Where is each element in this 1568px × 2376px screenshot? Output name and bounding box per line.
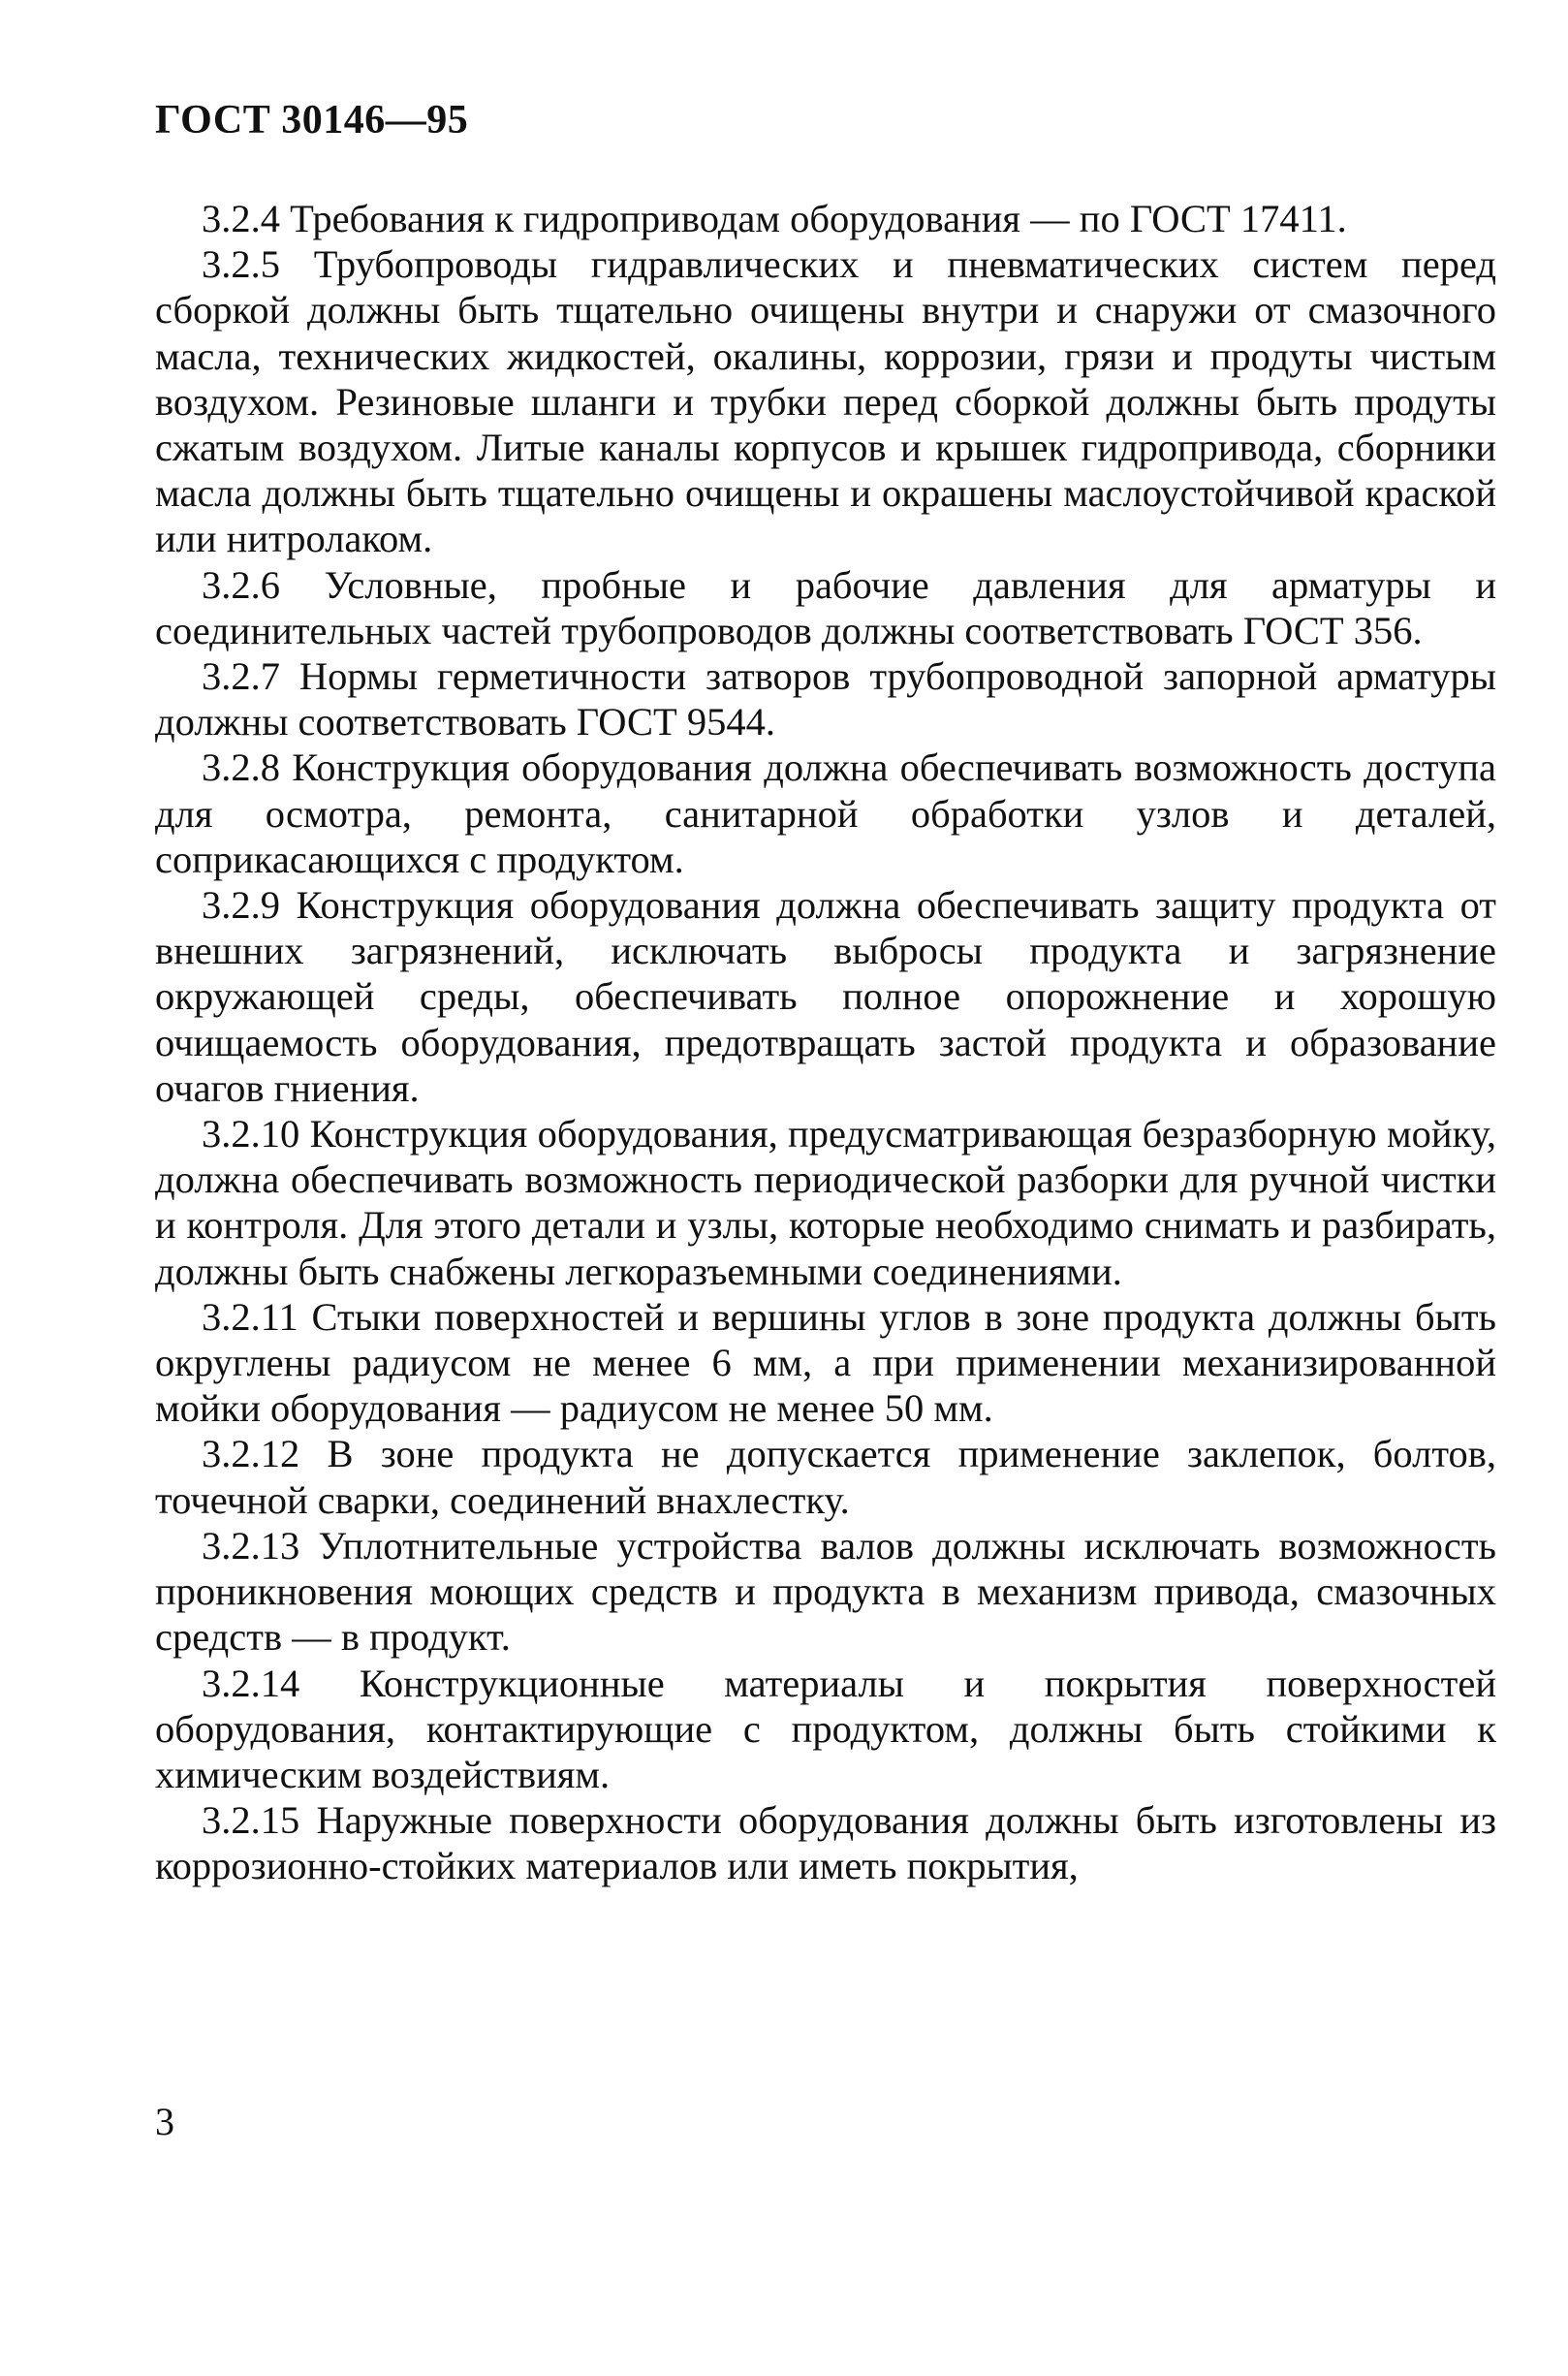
paragraph-3-2-7: 3.2.7 Нормы герметичности затворов трубопроводной запорной арматуры должны соответствовать ГОСТ 9544.: [155, 654, 1496, 744]
document-header: ГОСТ 30146—95: [155, 98, 469, 143]
document-body: [155, 196, 1496, 1889]
page-number: 3: [155, 2100, 174, 2143]
paragraph-3-2-14: 3.2.14 Конструкционные материалы и покрытия поверхностей оборудования, контактирующие с продуктом, должны быть стойкими к химическим воздействиям.: [155, 1661, 1496, 1796]
paragraph-3-2-8: 3.2.8 Конструкция оборудования должна обеспечивать возможность доступа для осмотра, ремонта, санитарной обработки узлов и деталей, соприкасающихся с продуктом.: [155, 745, 1496, 881]
paragraph-3-2-4: 3.2.4 Требования к гидроприводам оборудования — по ГОСТ 17411.: [202, 197, 1347, 240]
paragraph-3-2-5: 3.2.5 Трубопроводы гидравлических и пневматических систем перед сборкой должны быть тщательно очищены внутри и снаружи от смазочного масла, технических жидкостей, окалины, коррозии, грязи и продуты чистым воздухом. Резиновые шланги и трубки перед сборкой должны быть продуты сжатым воздухом. Литые каналы корпусов и крышек гидропривода, сборники масла должны быть тщательно очищены и окрашены маслоустойчивой краской или нитролаком.: [155, 242, 1496, 561]
paragraph-3-2-10: 3.2.10 Конструкция оборудования, предусматривающая безразборную мойку, должна обеспечивать возможность периодической разборки для ручной чистки и контроля. Для этого детали и узлы, которые необходимо снимать и разбирать, должны быть снабжены легкоразъемными соединениями.: [155, 1112, 1496, 1293]
paragraph-3-2-15: 3.2.15 Наружные поверхности оборудования должны быть изготовлены из коррозионно-стойких материалов или иметь покрытия,: [155, 1798, 1496, 1888]
paragraph-3-2-11: 3.2.11 Стыки поверхностей и вершины углов в зоне продукта должны быть округлены радиусом не менее 6 мм, а при применении механизированной мойки оборудования — радиусом не менее 50 мм.: [155, 1294, 1496, 1431]
paragraph-3-2-13: 3.2.13 Уплотнительные устройства валов должны исключать возможность проникновения моющих средств и продукта в механизм привода, смазочных средств — в продукт.: [155, 1523, 1496, 1660]
paragraph-3-2-9: 3.2.9 Конструкция оборудования должна обеспечивать защиту продукта от внешних загрязнений, исключать выбросы продукта и загрязнение окружающей среды, обеспечивать полное опорожнение и хорошую очищаемость оборудования, предотвращать застой продукта и образование очагов гниения.: [155, 883, 1496, 1110]
paragraph-3-2-12: 3.2.12 В зоне продукта не допускается применение заклепок, болтов, точечной сварки, соединений внахлестку.: [155, 1432, 1496, 1522]
paragraph-3-2-6: 3.2.6 Условные, пробные и рабочие давления для арматуры и соединительных частей трубопроводов должны соответствовать ГОСТ 356.: [155, 562, 1496, 652]
